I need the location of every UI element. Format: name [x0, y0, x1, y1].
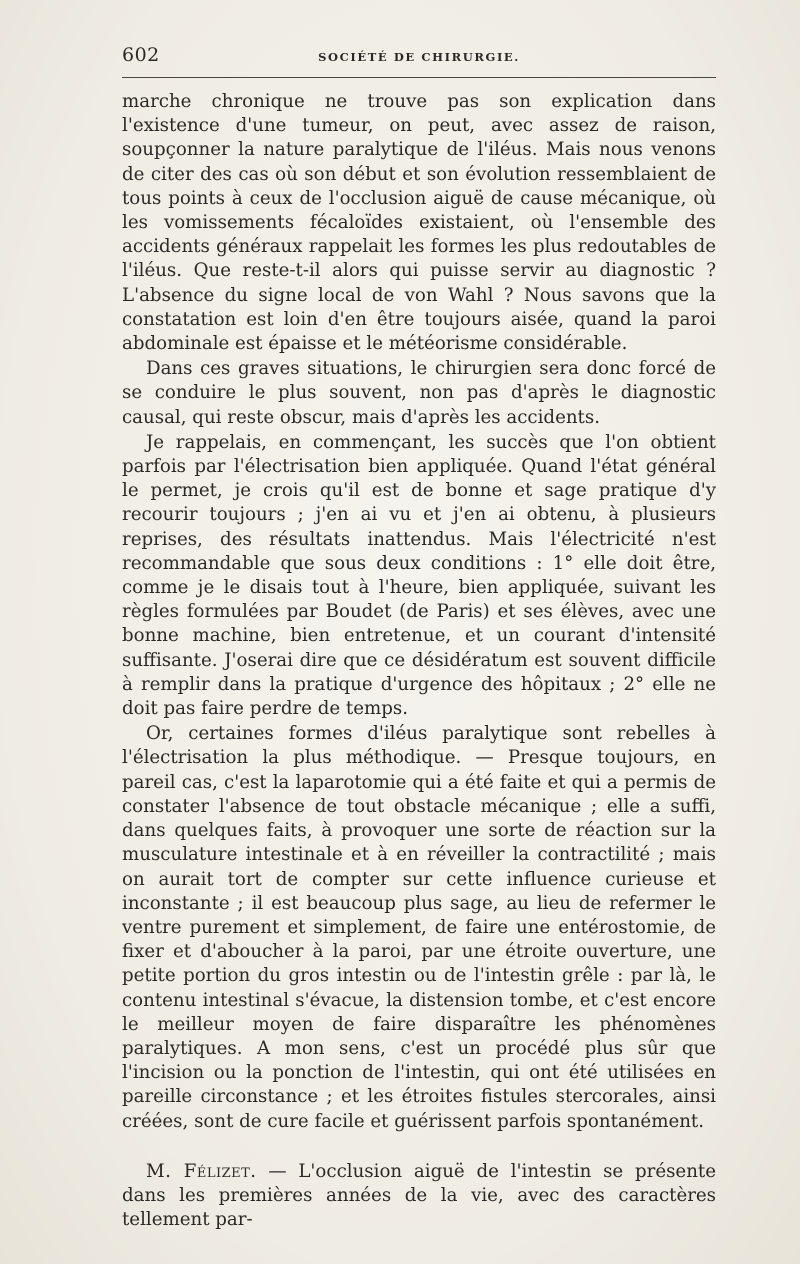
paragraph-4: Or, certaines formes d'iléus paralytique sont rebelles à l'électrisation la plus méthodique. — Presque toujours, en pareil cas, c'est la laparotomie qui a été faite et qui a permis de constater l'absence de tout obstacle mécanique ; elle a suffi, dans quelques faits, à provoquer une sorte de réaction sur la musculature intestinale et à en réveiller la contractilité ; mais on aurait tort de compter sur cette influence curieuse et inconstante ; il est beaucoup plus sage, au lieu de refermer le ventre purement et simplement, de faire une entérostomie, de fixer et d'aboucher à la paroi, par une étroite ouverture, une petite portion du gros intestin ou de l'intestin grêle : par là, le contenu intestinal s'évacue, la distension tombe, et c'est encore le meilleur moyen de faire disparaître les phénomènes paralytiques. A mon sens, c'est un procédé plus sûr que l'incision ou la ponction de l'intestin, qui ont été utilisées en pareille circonstance ; et les étroites fistules stercorales, ainsi créées, sont de cure facile et guérissent parfois spontanément. — [122, 723, 716, 1132]
page-header — [122, 44, 716, 74]
running-title: SOCIÉTÉ DE CHIRURGIE. — [318, 50, 520, 64]
header-rule — [122, 77, 716, 78]
paragraph-1: marche chronique ne trouve pas son explication dans l'existence d'une tumeur, on peut, avec assez de raison, soupçonner la nature paralytique de l'iléus. Mais nous venons de citer des cas où son début et son évolution ressemblaient de tous points à ceux de l'occlusion aiguë de cause mécanique, où les vomissements fécaloïdes existaient, où l'ensemble des accidents généraux rappelait les formes les plus redoutables de l'iléus. Que reste-t-il alors qui puisse servir au diagnostic ? L'absence du signe local de von Wahl ? Nous savons que la constatation est loin d'en être toujours aisée, quand la paroi abdominale est épaisse et le météorisme considérable. — [122, 91, 716, 355]
paragraph-3: Je rappelais, en commençant, les succès que l'on obtient parfois par l'électrisation bien appliquée. Quand l'état général le permet, je crois qu'il est de bonne et sage pratique d'y recourir toujours ; j'en ai vu et j'en ai obtenu, à plusieurs reprises, des résultats inattendus. Mais l'électricité n'est recommandable que sous deux conditions : 1° elle doit être, comme je le disais tout à l'heure, bien appliquée, suivant les règles formulées par Boudet (de Paris) et ses élèves, avec une bonne machine, bien entretenue, et un courant d'intensité suffisante. J'oserai dire que ce désidératum est souvent difficile à remplir dans la pratique d'urgence des hôpitaux ; 2° elle ne doit pas faire perdre de temps. — [122, 431, 716, 720]
speaker-paragraph — [122, 1160, 716, 1233]
speaker-name: M. Félizet. — [146, 1160, 257, 1182]
page-number: 602 — [122, 44, 160, 66]
paragraph-2: Dans ces graves situations, le chirurgien sera donc forcé de se conduire le plus souvent, non pas d'après le diagnostic causal, qui reste obscur, mais d'après les accidents. — [122, 358, 716, 428]
body-text — [122, 90, 716, 1232]
speaker-text: — L'occlusion aiguë de l'intestin se présente dans les premières années de la vie, avec des caractères tellement par- — [122, 1160, 716, 1231]
